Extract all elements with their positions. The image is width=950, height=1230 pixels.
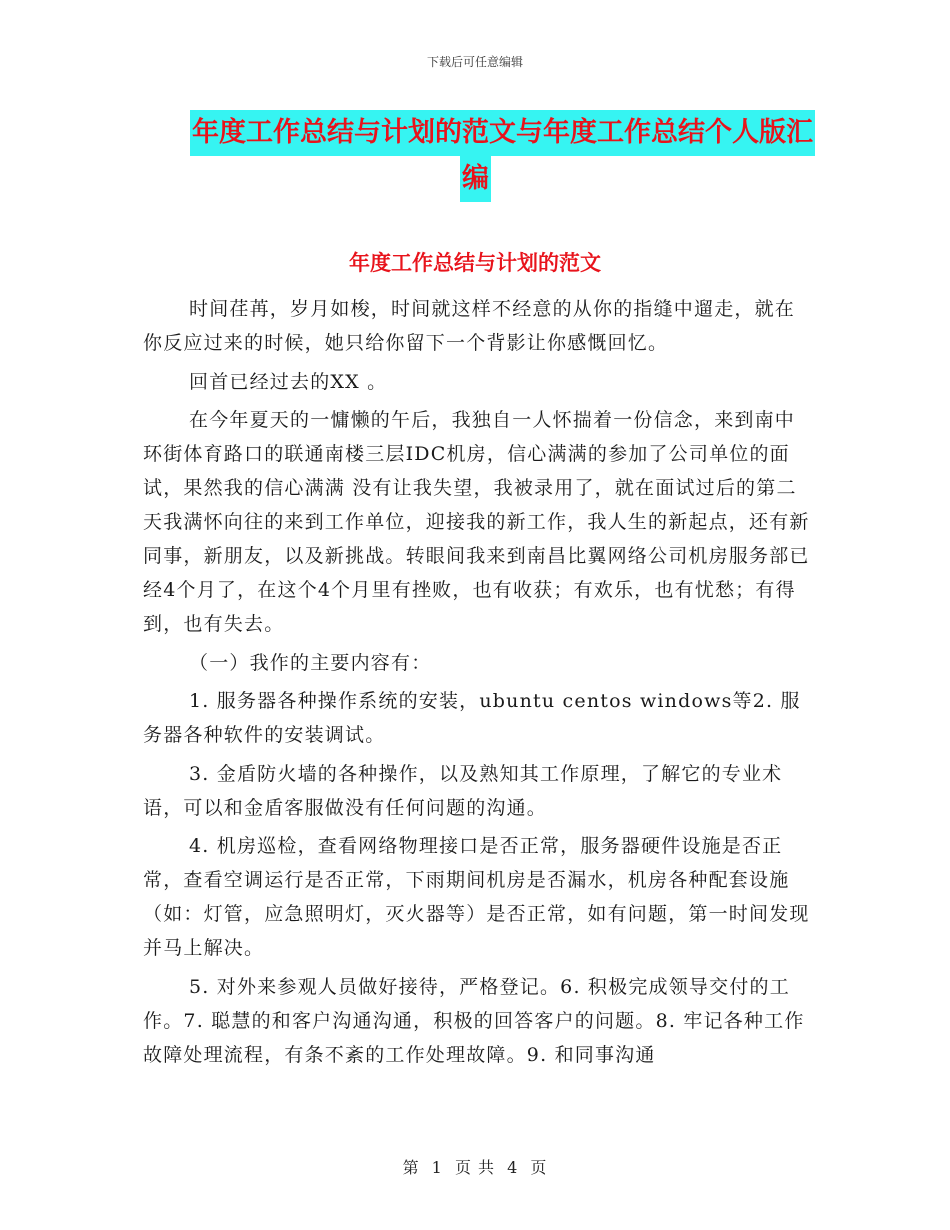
document-title-line-1: 年度工作总结与计划的范文与年度工作总结个人版汇 (190, 110, 815, 156)
page-label-prefix: 第 (402, 1158, 420, 1177)
paragraph-story: 在今年夏天的一慵懒的午后，我独自一人怀揣着一份信念，来到南中环街体育路口的联通南楼三层IDC机房，信心满满的参加了公司单位的面试，果然我的信心满满 没有让我失望，我被录用了，就在面试过后的第二天我满怀向往的来到工作单位，迎接我的新工作，我人生的新起点，还有新同事，新朋友，以及新挑战。转眼间我来到南昌比翼网络公司机房服务部已经4个月了，在这个4个月里有挫败，也有收获；有欢乐，也有忧愁；有得到，也有失去。 (143, 409, 810, 635)
paragraph-review: 回首已经过去的XX 。 (189, 370, 388, 393)
paragraph-item-3: 3. 金盾防火墙的各种操作，以及熟知其工作原理，了解它的专业术语，可以和金盾客服做没有任何问题的沟通。 (143, 762, 783, 819)
document-body (143, 292, 811, 1076)
document-title-line-2: 编 (460, 156, 491, 202)
page-label-suffix: 页 (530, 1158, 548, 1177)
paragraph-item-4: 4. 机房巡检，查看网络物理接口是否正常，服务器硬件设施是否正常，查看空调运行是否正常，下雨期间机房是否漏水，机房各种配套设施（如：灯管，应急照明灯，灭火器等）是否正常，如有问题，第一时间发现并马上解决。 (143, 835, 810, 959)
paragraph-work-heading: （一）我作的主要内容有： (189, 651, 432, 674)
section-title: 年度工作总结与计划的范文 (349, 251, 601, 275)
paragraph-item-5-9: 5. 对外来参观人员做好接待，严格登记。6. 积极完成领导交付的工作。7. 聪慧的和客户沟通沟通，积极的回答客户的问题。8. 牢记各种工作故障处理流程，有条不紊的工作处理故障。9. 和同事沟通 (143, 975, 805, 1066)
page-total: 4 (507, 1158, 519, 1177)
document-title (190, 110, 813, 202)
page-number: 1 (431, 1158, 443, 1177)
header-note: 下载后可任意编辑 (426, 55, 523, 69)
paragraph-item-1-2: 1. 服务器各种操作系统的安装，ubuntu centos windows等2. 服务器各种软件的安装调试。 (143, 690, 801, 746)
paragraph-intro: 时间荏苒，岁月如梭，时间就这样不经意的从你的指缝中遛走，就在你反应过来的时候，她只给你留下一个背影让你感慨回忆。 (143, 298, 796, 354)
page-footer (0, 1155, 950, 1178)
page-label-mid: 页 共 (454, 1158, 496, 1177)
